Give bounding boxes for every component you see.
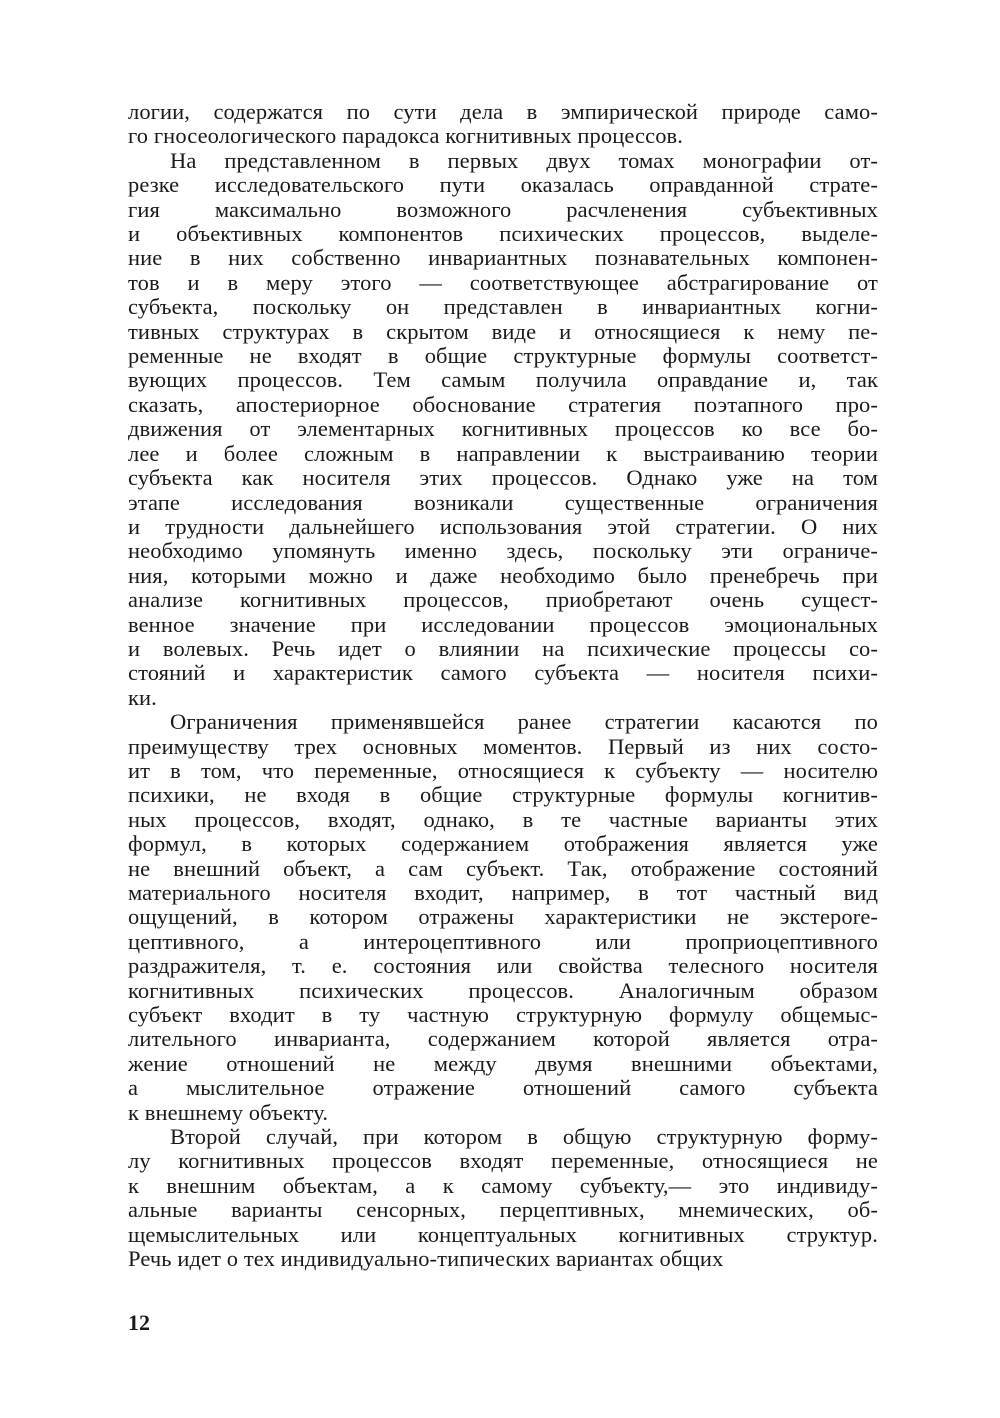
text-line: венное значение при исследовании процессов эмоциональных	[128, 611, 878, 637]
text-line: когнитивных психических процессов. Аналогичным образом	[128, 977, 878, 1003]
paragraph	[128, 710, 878, 1125]
text-line: лительного инварианта, содержанием которой является отра-	[128, 1026, 878, 1052]
text-line: к внешнему объекту.	[128, 1099, 329, 1125]
text-line: анализе когнитивных процессов, приобретают очень сущест-	[128, 587, 878, 613]
text-line: ощущений, в котором отражены характеристики не экстерore-	[128, 904, 878, 930]
text-line: необходимо упомянуть именно здесь, поскольку эти ограниче-	[128, 538, 878, 564]
text-line: альные варианты сенсорных, перцептивных, мнемических, об-	[128, 1197, 878, 1223]
text-line: лу когнитивных процессов входят переменные, относящиеся не	[128, 1148, 878, 1174]
text-line: психики, не входя в общие структурные формулы когнитив-	[128, 782, 878, 808]
text-line: субъекта как носителя этих процессов. Однако уже на том	[128, 465, 878, 491]
text-line: тов и в меру этого — соответствующее абстрагирование от	[128, 269, 878, 295]
text-line: движения от элементарных когнитивных процессов ко все бо-	[128, 416, 878, 442]
text-line: ных процессов, входят, однако, в те частные варианты этих	[128, 806, 878, 832]
text-line: тивных структурах в скрытом виде и относящиеся к нему пе-	[128, 318, 878, 344]
page-number: 12	[128, 1310, 150, 1335]
text-line: лее и более сложным в направлении к выстраиванию теории	[128, 440, 878, 466]
text-line: Ограничения применявшейся ранее стратегии касаются по	[170, 709, 878, 735]
text-line: материального носителя входит, например, в тот частный вид	[128, 880, 878, 905]
text-line: стояний и характеристик самого субъекта — носителя психи-	[128, 660, 878, 686]
text-line: субъекта, поскольку он представлен в инвариантных когни-	[128, 294, 878, 320]
text-line: ния, которыми можно и даже необходимо было пренебречь при	[128, 562, 878, 588]
text-line: не внешний объект, а сам субъект. Так, отображение состояний	[128, 855, 878, 881]
text-line: ременные не входят в общие структурные формулы соответст-	[128, 343, 878, 369]
text-line: преимуществу трех основных моментов. Первый из них состо-	[128, 733, 878, 759]
paragraph	[128, 100, 878, 149]
text-line: этапе исследования возникали существенные ограничения	[128, 489, 878, 515]
text-line: ит в том, что переменные, относящиеся к субъекту — носителю	[128, 757, 878, 783]
text-line: Второй случай, при котором в общую структурную форму-	[170, 1124, 878, 1150]
text-line: Речь идет о тех индивидуально-типических вариантах общих	[128, 1246, 724, 1272]
text-line: ки.	[128, 684, 157, 710]
text-line: раздражителя, т. е. состояния или свойства телесного носителя	[128, 953, 878, 979]
text-line: и трудности дальнейшего использования этой стратегии. О них	[128, 513, 878, 539]
text-line: к внешним объектам, а к самому субъекту,— это индивиду-	[128, 1172, 878, 1198]
text-line: сказать, апостериорное обоснование стратегия поэтапного про-	[128, 391, 878, 417]
text-line: логии, содержатся по сути дела в эмпирической природе само-	[128, 99, 878, 124]
text-line: а мыслительное отражение отношений самого субъекта	[128, 1075, 878, 1101]
text-line: го гносеологического парадокса когнитивных процессов.	[128, 123, 683, 149]
text-line: и волевых. Речь идет о влиянии на психические процессы со-	[128, 635, 878, 661]
paragraph	[128, 149, 878, 710]
text-line: субъект входит в ту частную структурную формулу общемыс-	[128, 1002, 878, 1028]
text-line: гия максимально возможного расчленения субъективных	[128, 196, 878, 222]
text-line: цептивного, а интероцептивного или проприоцептивного	[128, 928, 878, 954]
text-line: вующих процессов. Тем самым получила оправдание и, так	[128, 367, 878, 393]
text-line: резке исследовательского пути оказалась оправданной страте-	[128, 172, 878, 198]
text-line: На представленном в первых двух томах монографии от-	[170, 147, 878, 173]
text-line: щемыслительных или концептуальных когнитивных структур.	[128, 1221, 878, 1247]
text-line: жение отношений не между двумя внешними объектами,	[128, 1050, 878, 1076]
paragraph	[128, 1125, 878, 1271]
page-text-block	[128, 100, 878, 1272]
text-line: формул, в которых содержанием отображения является уже	[128, 831, 878, 857]
text-line: ние в них собственно инвариантных познавательных компонен-	[128, 245, 878, 271]
text-line: и объективных компонентов психических процессов, выделе-	[128, 221, 878, 247]
